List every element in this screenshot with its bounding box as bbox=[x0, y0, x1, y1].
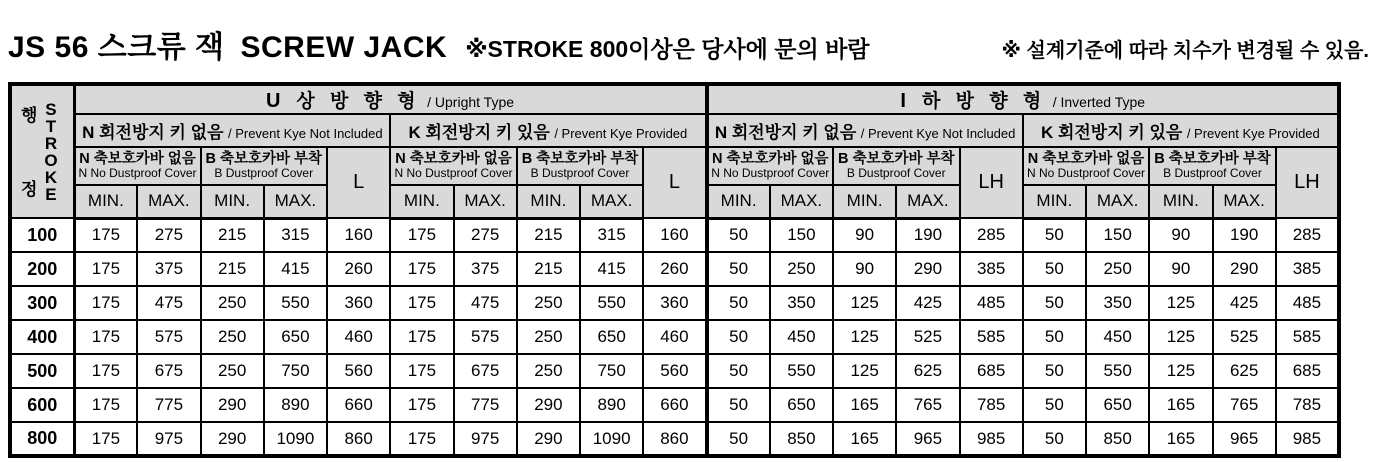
value-cell: 50 bbox=[707, 354, 770, 388]
value-cell: 125 bbox=[833, 354, 896, 388]
value-cell: 175 bbox=[390, 286, 453, 320]
value-cell: 560 bbox=[643, 354, 706, 388]
value-cell: 125 bbox=[1149, 320, 1212, 354]
value-cell: 550 bbox=[1086, 354, 1149, 388]
table-row bbox=[10, 422, 1339, 456]
value-cell: 975 bbox=[137, 422, 200, 456]
inverted-with-key-header: K 회전방지 키 있음 / Prevent Kye Provided bbox=[1023, 114, 1339, 147]
value-cell: 450 bbox=[770, 320, 833, 354]
value-cell: 415 bbox=[580, 252, 643, 286]
value-cell: 160 bbox=[643, 218, 706, 252]
value-cell: 50 bbox=[707, 218, 770, 252]
table-row bbox=[10, 320, 1339, 354]
cover-none-header: N 축보호카바 없음 N No Dustproof Cover bbox=[74, 147, 201, 185]
value-cell: 250 bbox=[517, 354, 580, 388]
min-header: MIN. bbox=[833, 185, 896, 218]
value-cell: 50 bbox=[1023, 354, 1086, 388]
table-body bbox=[10, 218, 1339, 456]
value-cell: 290 bbox=[201, 388, 264, 422]
value-cell: 50 bbox=[1023, 388, 1086, 422]
value-cell: 775 bbox=[454, 388, 517, 422]
value-cell: 50 bbox=[707, 388, 770, 422]
value-cell: 290 bbox=[517, 422, 580, 456]
value-cell: 165 bbox=[833, 422, 896, 456]
min-header: MIN. bbox=[707, 185, 770, 218]
stroke-ko-bottom: 정 bbox=[21, 179, 38, 199]
value-cell: 125 bbox=[1149, 286, 1212, 320]
value-cell: 50 bbox=[1023, 320, 1086, 354]
value-cell: 750 bbox=[580, 354, 643, 388]
max-header: MAX. bbox=[770, 185, 833, 218]
cover-attached-header: B 축보호카바 부착 B Dustproof Cover bbox=[517, 147, 644, 185]
inverted-no-key-header: N 회전방지 키 없음 / Prevent Kye Not Included bbox=[707, 114, 1023, 147]
value-cell: 175 bbox=[390, 388, 453, 422]
value-cell: 585 bbox=[1276, 320, 1339, 354]
stroke-note: ※STROKE 800이상은 당사에 문의 바람 bbox=[465, 36, 870, 62]
value-cell: 125 bbox=[833, 286, 896, 320]
value-cell: 50 bbox=[1023, 218, 1086, 252]
value-cell: 250 bbox=[517, 286, 580, 320]
stroke-value: 400 bbox=[10, 320, 74, 354]
value-cell: 450 bbox=[1086, 320, 1149, 354]
value-cell: 625 bbox=[896, 354, 959, 388]
value-cell: 350 bbox=[1086, 286, 1149, 320]
value-cell: 650 bbox=[580, 320, 643, 354]
value-cell: 890 bbox=[580, 388, 643, 422]
value-cell: 985 bbox=[960, 422, 1023, 456]
value-cell: 860 bbox=[327, 422, 390, 456]
value-cell: 260 bbox=[643, 252, 706, 286]
upright-with-key-header: K 회전방지 키 있음 / Prevent Kye Provided bbox=[390, 114, 706, 147]
max-header: MAX. bbox=[1213, 185, 1276, 218]
min-header: MIN. bbox=[201, 185, 264, 218]
section-inverted-header: I 하 방 향 형 / Inverted Type bbox=[707, 84, 1340, 114]
value-cell: 290 bbox=[517, 388, 580, 422]
value-cell: 385 bbox=[1276, 252, 1339, 286]
value-cell: 175 bbox=[74, 422, 137, 456]
value-cell: 250 bbox=[201, 286, 264, 320]
stroke-value: 800 bbox=[10, 422, 74, 456]
length-l-header: L bbox=[327, 147, 390, 218]
value-cell: 650 bbox=[770, 388, 833, 422]
value-cell: 1090 bbox=[264, 422, 327, 456]
value-cell: 190 bbox=[1213, 218, 1276, 252]
value-cell: 585 bbox=[960, 320, 1023, 354]
value-cell: 1090 bbox=[580, 422, 643, 456]
value-cell: 385 bbox=[960, 252, 1023, 286]
value-cell: 485 bbox=[960, 286, 1023, 320]
value-cell: 50 bbox=[1023, 252, 1086, 286]
value-cell: 375 bbox=[454, 252, 517, 286]
value-cell: 675 bbox=[454, 354, 517, 388]
value-cell: 525 bbox=[1213, 320, 1276, 354]
cover-none-header: N 축보호카바 없음 N No Dustproof Cover bbox=[1023, 147, 1150, 185]
value-cell: 165 bbox=[1149, 388, 1212, 422]
value-cell: 315 bbox=[264, 218, 327, 252]
value-cell: 160 bbox=[327, 218, 390, 252]
stroke-value: 300 bbox=[10, 286, 74, 320]
length-lh-header: LH bbox=[1276, 147, 1339, 218]
value-cell: 275 bbox=[137, 218, 200, 252]
stroke-value: 100 bbox=[10, 218, 74, 252]
value-cell: 165 bbox=[1149, 422, 1212, 456]
value-cell: 50 bbox=[1023, 422, 1086, 456]
value-cell: 175 bbox=[390, 354, 453, 388]
value-cell: 550 bbox=[770, 354, 833, 388]
value-cell: 215 bbox=[517, 218, 580, 252]
value-cell: 415 bbox=[264, 252, 327, 286]
stroke-column-header bbox=[10, 84, 74, 218]
value-cell: 425 bbox=[896, 286, 959, 320]
value-cell: 175 bbox=[390, 320, 453, 354]
value-cell: 475 bbox=[454, 286, 517, 320]
value-cell: 890 bbox=[264, 388, 327, 422]
value-cell: 175 bbox=[74, 320, 137, 354]
value-cell: 460 bbox=[643, 320, 706, 354]
value-cell: 50 bbox=[707, 252, 770, 286]
value-cell: 850 bbox=[1086, 422, 1149, 456]
stroke-value: 500 bbox=[10, 354, 74, 388]
value-cell: 175 bbox=[390, 422, 453, 456]
value-cell: 150 bbox=[770, 218, 833, 252]
value-cell: 275 bbox=[454, 218, 517, 252]
max-header: MAX. bbox=[137, 185, 200, 218]
value-cell: 560 bbox=[327, 354, 390, 388]
value-cell: 175 bbox=[74, 218, 137, 252]
page-title-en: SCREW JACK bbox=[240, 31, 448, 64]
value-cell: 250 bbox=[1086, 252, 1149, 286]
value-cell: 575 bbox=[454, 320, 517, 354]
value-cell: 290 bbox=[1213, 252, 1276, 286]
table-row bbox=[10, 388, 1339, 422]
value-cell: 485 bbox=[1276, 286, 1339, 320]
value-cell: 785 bbox=[960, 388, 1023, 422]
value-cell: 575 bbox=[137, 320, 200, 354]
value-cell: 550 bbox=[264, 286, 327, 320]
value-cell: 90 bbox=[833, 252, 896, 286]
page-title-ko: JS 56 스크류 잭 bbox=[8, 31, 225, 64]
value-cell: 425 bbox=[1213, 286, 1276, 320]
design-note: ※ 설계기준에 따라 치수가 변경될 수 있음. bbox=[1001, 40, 1369, 62]
value-cell: 50 bbox=[707, 286, 770, 320]
upright-no-key-header: N 회전방지 키 없음 / Prevent Kye Not Included bbox=[74, 114, 390, 147]
value-cell: 290 bbox=[201, 422, 264, 456]
length-lh-header: LH bbox=[960, 147, 1023, 218]
value-cell: 765 bbox=[1213, 388, 1276, 422]
value-cell: 50 bbox=[1023, 286, 1086, 320]
value-cell: 125 bbox=[833, 320, 896, 354]
value-cell: 965 bbox=[1213, 422, 1276, 456]
header-row-sections bbox=[10, 84, 1339, 114]
value-cell: 190 bbox=[896, 218, 959, 252]
value-cell: 215 bbox=[201, 252, 264, 286]
value-cell: 175 bbox=[74, 252, 137, 286]
value-cell: 975 bbox=[454, 422, 517, 456]
min-header: MIN. bbox=[517, 185, 580, 218]
stroke-header-layout bbox=[12, 95, 73, 209]
value-cell: 625 bbox=[1213, 354, 1276, 388]
value-cell: 250 bbox=[201, 320, 264, 354]
value-cell: 985 bbox=[1276, 422, 1339, 456]
max-header: MAX. bbox=[1086, 185, 1149, 218]
value-cell: 350 bbox=[770, 286, 833, 320]
value-cell: 150 bbox=[1086, 218, 1149, 252]
title-bar bbox=[8, 22, 1369, 66]
value-cell: 750 bbox=[264, 354, 327, 388]
table-row bbox=[10, 286, 1339, 320]
min-header: MIN. bbox=[390, 185, 453, 218]
cover-none-header: N 축보호카바 없음 N No Dustproof Cover bbox=[707, 147, 834, 185]
table-row bbox=[10, 354, 1339, 388]
value-cell: 260 bbox=[327, 252, 390, 286]
max-header: MAX. bbox=[896, 185, 959, 218]
value-cell: 90 bbox=[1149, 218, 1212, 252]
value-cell: 475 bbox=[137, 286, 200, 320]
cover-attached-header: B 축보호카바 부착 B Dustproof Cover bbox=[1149, 147, 1276, 185]
value-cell: 775 bbox=[137, 388, 200, 422]
value-cell: 50 bbox=[707, 422, 770, 456]
max-header: MAX. bbox=[580, 185, 643, 218]
value-cell: 125 bbox=[1149, 354, 1212, 388]
value-cell: 250 bbox=[770, 252, 833, 286]
stroke-value: 600 bbox=[10, 388, 74, 422]
value-cell: 50 bbox=[707, 320, 770, 354]
table-row bbox=[10, 252, 1339, 286]
value-cell: 460 bbox=[327, 320, 390, 354]
value-cell: 660 bbox=[327, 388, 390, 422]
value-cell: 250 bbox=[517, 320, 580, 354]
value-cell: 215 bbox=[201, 218, 264, 252]
max-header: MAX. bbox=[454, 185, 517, 218]
min-header: MIN. bbox=[1023, 185, 1086, 218]
value-cell: 165 bbox=[833, 388, 896, 422]
header-row-covers bbox=[10, 147, 1339, 185]
stroke-vertical-label: S T R O K E bbox=[44, 99, 58, 204]
value-cell: 290 bbox=[896, 252, 959, 286]
value-cell: 685 bbox=[1276, 354, 1339, 388]
value-cell: 785 bbox=[1276, 388, 1339, 422]
value-cell: 215 bbox=[517, 252, 580, 286]
value-cell: 965 bbox=[896, 422, 959, 456]
section-upright-header: U 상 방 향 형 / Upright Type bbox=[74, 84, 707, 114]
value-cell: 175 bbox=[390, 252, 453, 286]
value-cell: 850 bbox=[770, 422, 833, 456]
min-header: MIN. bbox=[1149, 185, 1212, 218]
value-cell: 650 bbox=[264, 320, 327, 354]
stroke-ko-top: 행 bbox=[21, 105, 38, 125]
min-header: MIN. bbox=[74, 185, 137, 218]
value-cell: 175 bbox=[74, 286, 137, 320]
stroke-value: 200 bbox=[10, 252, 74, 286]
length-l-header: L bbox=[643, 147, 706, 218]
value-cell: 250 bbox=[201, 354, 264, 388]
value-cell: 765 bbox=[896, 388, 959, 422]
value-cell: 525 bbox=[896, 320, 959, 354]
value-cell: 685 bbox=[960, 354, 1023, 388]
spec-table bbox=[8, 82, 1341, 458]
table-row bbox=[10, 218, 1339, 252]
value-cell: 90 bbox=[833, 218, 896, 252]
value-cell: 175 bbox=[390, 218, 453, 252]
table-header bbox=[10, 84, 1339, 218]
value-cell: 360 bbox=[643, 286, 706, 320]
value-cell: 650 bbox=[1086, 388, 1149, 422]
value-cell: 285 bbox=[960, 218, 1023, 252]
max-header: MAX. bbox=[264, 185, 327, 218]
value-cell: 375 bbox=[137, 252, 200, 286]
value-cell: 90 bbox=[1149, 252, 1212, 286]
value-cell: 360 bbox=[327, 286, 390, 320]
value-cell: 315 bbox=[580, 218, 643, 252]
cover-attached-header: B 축보호카바 부착 B Dustproof Cover bbox=[833, 147, 960, 185]
value-cell: 285 bbox=[1276, 218, 1339, 252]
value-cell: 860 bbox=[643, 422, 706, 456]
value-cell: 660 bbox=[643, 388, 706, 422]
header-row-key-groups bbox=[10, 114, 1339, 147]
value-cell: 175 bbox=[74, 354, 137, 388]
cover-none-header: N 축보호카바 없음 N No Dustproof Cover bbox=[390, 147, 517, 185]
value-cell: 675 bbox=[137, 354, 200, 388]
cover-attached-header: B 축보호카바 부착 B Dustproof Cover bbox=[201, 147, 328, 185]
value-cell: 550 bbox=[580, 286, 643, 320]
value-cell: 175 bbox=[74, 388, 137, 422]
